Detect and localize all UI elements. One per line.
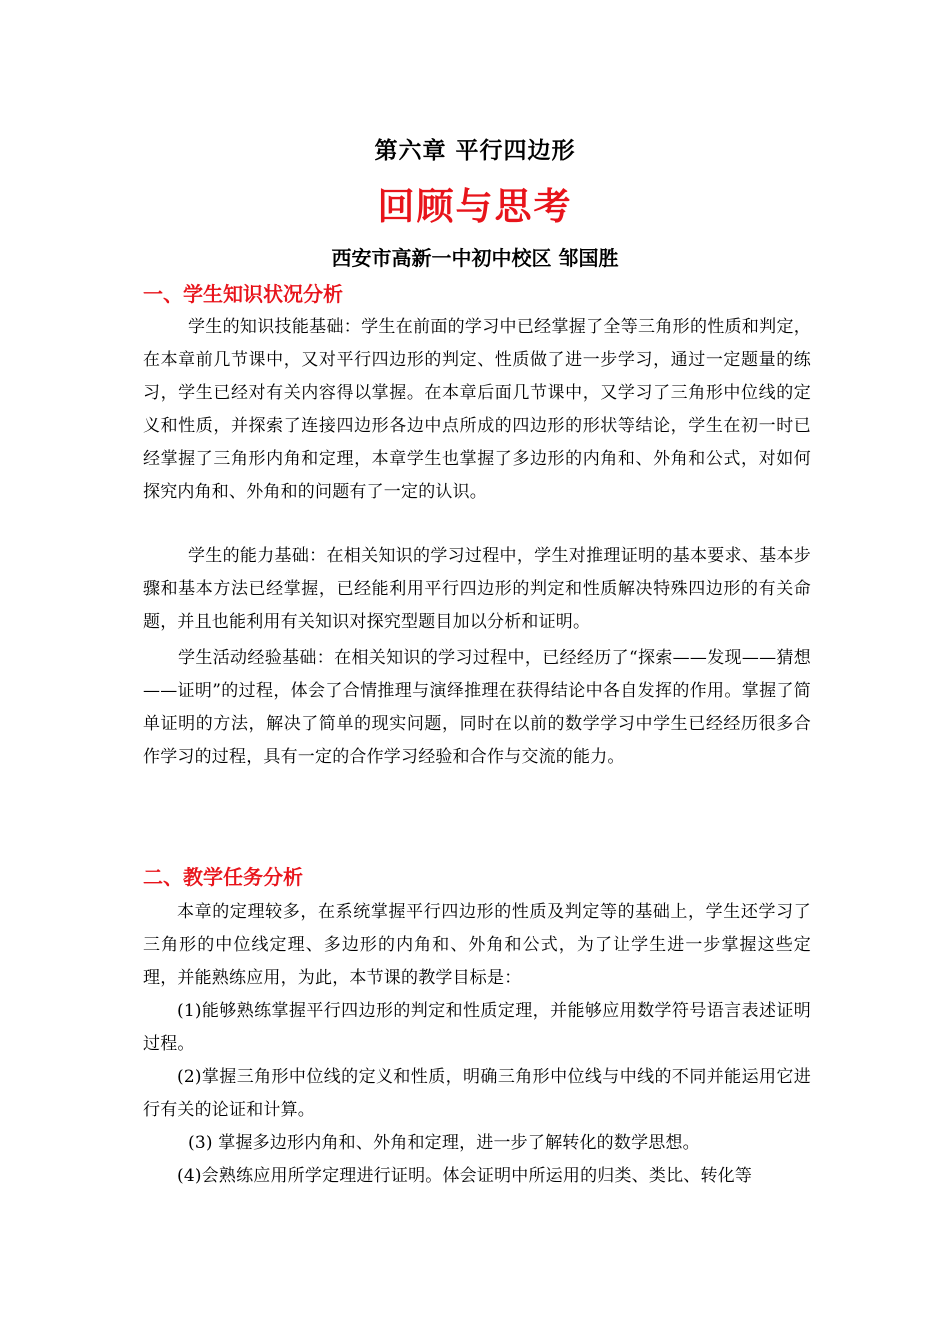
paragraph-ability-basis: 学生的能力基础：在相关知识的学习过程中，学生对推理证明的基本要求、基本步骤和基本方法已经掌握，已经能利用平行四边形的判定和性质解决特殊四边形的有关命题，并且也能利用有关知识对探究型题目加以分析和证明。 <box>143 546 811 632</box>
author-line: 西安市高新一中初中校区 邹国胜 <box>331 246 619 270</box>
chapter-title: 第六章 平行四边形 <box>374 138 576 164</box>
paragraph-goal-3: (3) 掌握多边形内角和、外角和定理，进一步了解转化的数学思想。 <box>188 1133 700 1153</box>
paragraph-goal-4: (4)会熟练应用所学定理进行证明。体会证明中所运用的归类、类比、转化等 <box>177 1166 753 1186</box>
paragraph-goal-1: (1)能够熟练掌握平行四边形的判定和性质定理，并能够应用数学符号语言表述证明过程。 <box>143 1001 811 1054</box>
main-title: 回顾与思考 <box>377 185 573 228</box>
paragraph-experience-basis: 学生活动经验基础：在相关知识的学习过程中，已经经历了“探索——发现——猜想——证明”的过程，体会了合情推理与演绎推理在获得结论中各自发挥的作用。掌握了简单证明的方法，解决了简单的现实问题，同时在以前的数学学习中学生已经经历很多合作学习的过程，具有一定的合作学习经验和合作与交流的能力。 <box>143 648 811 767</box>
paragraph-knowledge-basis: 学生的知识技能基础：学生在前面的学习中已经掌握了全等三角形的性质和判定，在本章前几节课中，又对平行四边形的判定、性质做了进一步学习，通过一定题量的练习，学生已经对有关内容得以掌握。在本章后面几节课中，又学习了三角形中位线的定义和性质，并探索了连接四边形各边中点所成的四边形的形状等结论，学生在初一时已经掌握了三角形内角和定理，本章学生也掌握了多边形的内角和、外角和公式，对如何探究内角和、外角和的问题有了一定的认识。 <box>143 317 811 502</box>
section-heading-student-analysis: 一、学生知识状况分析 <box>143 282 343 306</box>
paragraph-task-intro: 本章的定理较多，在系统掌握平行四边形的性质及判定等的基础上，学生还学习了三角形的中位线定理、多边形的内角和、外角和公式，为了让学生进一步掌握这些定理，并能熟练应用，为此，本节课的教学目标是： <box>143 902 811 988</box>
section-heading-task-analysis: 二、教学任务分析 <box>143 865 303 889</box>
paragraph-goal-2: (2)掌握三角形中位线的定义和性质，明确三角形中位线与中线的不同并能运用它进行有关的论证和计算。 <box>143 1067 811 1120</box>
